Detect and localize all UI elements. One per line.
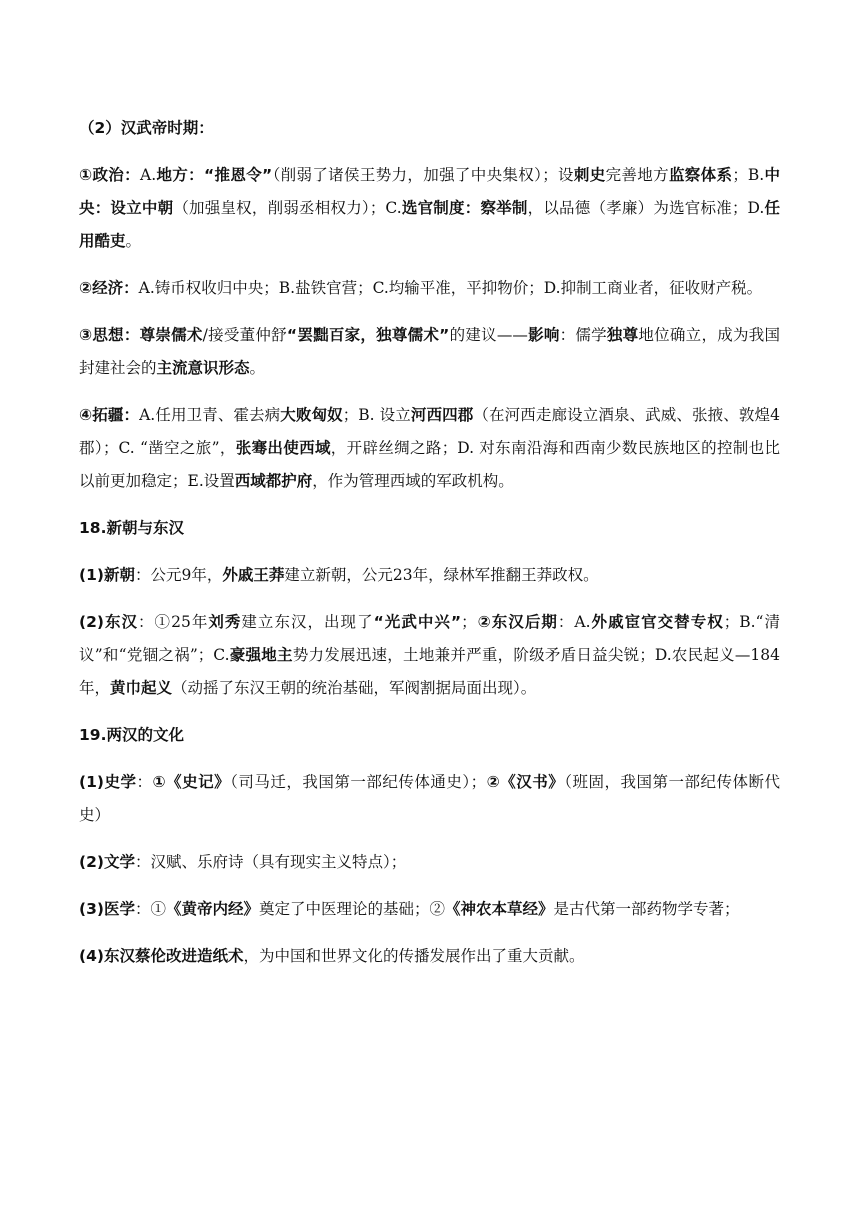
bold-text: (2)文学 xyxy=(79,853,135,871)
paragraph xyxy=(79,893,780,926)
text-segment: A.任用卫青、霍去病 xyxy=(139,406,281,424)
bold-text: 河西四郡 xyxy=(410,406,474,424)
text-segment: ；B. 设立 xyxy=(342,406,411,424)
bold-text: 刘秀 xyxy=(208,613,242,631)
bold-text: 影响 xyxy=(527,326,560,344)
bold-text: ④拓疆： xyxy=(79,406,140,424)
paragraph xyxy=(79,606,780,705)
text-segment: 。 xyxy=(249,359,266,377)
bold-text: (3)医学 xyxy=(79,900,135,918)
text-segment: （在河西走廊设立酒泉、武威、张掖、敦煌4郡）；C. “凿空之旅”， xyxy=(79,406,780,457)
text-segment: ：①25年 xyxy=(138,613,209,631)
bold-text: 《黄帝内经》 xyxy=(165,900,259,918)
text-segment: 是古代第一部药物学专著； xyxy=(553,900,740,918)
bold-text: 张骞出使西域 xyxy=(235,439,331,457)
text-segment: A.铸币权收归中央；B.盐铁官营；C.均输平准，平抑物价；D.抑制工商业者，征收财产税。 xyxy=(138,279,763,297)
bold-text: “光武中兴” xyxy=(373,613,462,631)
text-segment: ，作为管理西域的军政机构。 xyxy=(312,472,514,490)
text-segment: 完善地方 xyxy=(605,166,669,184)
bold-text: 豪强地主 xyxy=(229,646,293,664)
bold-text: 任用酷吏 xyxy=(79,199,780,250)
text-segment: /接受董仲舒 xyxy=(202,326,287,344)
bold-text: 19.两汉的文化 xyxy=(79,726,184,744)
paragraph xyxy=(79,399,780,498)
text-segment: A. xyxy=(140,166,157,184)
paragraph xyxy=(79,766,780,832)
text-segment: （班固，我国第一部纪传体断代史） xyxy=(79,773,780,824)
bold-text: 大败匈奴 xyxy=(280,406,343,424)
paragraph xyxy=(79,846,780,879)
paragraph xyxy=(79,272,780,305)
text-segment: 建立新朝，公元23年，绿林军推翻王莽政权。 xyxy=(284,566,599,584)
text-segment: ：A. xyxy=(557,613,591,631)
paragraph xyxy=(79,940,780,973)
bold-text: 地方：“推恩令” xyxy=(156,166,273,184)
text-segment: ； xyxy=(461,613,477,631)
text-segment: ，以品德（孝廉）为选官标准；D. xyxy=(527,199,765,217)
bold-text: 选官制度：察举制 xyxy=(401,199,528,217)
text-segment: ：汉赋、乐府诗（具有现实主义特点）； xyxy=(134,853,407,871)
paragraph xyxy=(79,559,780,592)
text-segment: （加强皇权，削弱丞相权力）；C. xyxy=(173,199,402,217)
text-segment: 建立东汉，出现了 xyxy=(241,613,374,631)
text-segment: ：儒学 xyxy=(559,326,607,344)
paragraph xyxy=(79,159,780,258)
text-segment: ，开辟丝绸之路；D. 对东南沿海和西南少数民族地区的控制也比以前更加稳定；E.设置 xyxy=(79,439,780,490)
text-segment: 的建议—— xyxy=(449,326,528,344)
bold-text: 外戚宦官交替专权 xyxy=(590,613,724,631)
text-segment: ： xyxy=(136,773,153,791)
text-segment: 奠定了中医理论的基础；② xyxy=(258,900,445,918)
section-heading xyxy=(79,512,780,545)
bold-text: 监察体系 xyxy=(668,166,733,184)
section-heading xyxy=(79,112,780,145)
text-segment: 势力发展迅速，土地兼并严重，阶级矛盾日益尖锐；D.农民起义—184年， xyxy=(79,646,780,697)
bold-text: ①政治： xyxy=(79,166,140,184)
bold-text: ①《史记》 xyxy=(152,773,231,791)
bold-text: (4)东汉蔡伦改进造纸术 xyxy=(79,947,244,965)
text-segment: 。 xyxy=(125,232,142,250)
text-segment: （削弱了诸侯王势力，加强了中央集权）；设 xyxy=(272,166,574,184)
document-body xyxy=(79,112,780,973)
section-heading xyxy=(79,719,780,752)
text-segment: 地位确立，成为我国封建社会的 xyxy=(79,326,780,377)
text-segment: （司马迁，我国第一部纪传体通史）； xyxy=(230,773,487,791)
bold-text: ②东汉后期 xyxy=(476,613,558,631)
bold-text: (2)东汉 xyxy=(79,613,139,631)
bold-text: ②经济： xyxy=(79,279,139,297)
text-segment: ；B.“清议”和“党锢之祸”；C. xyxy=(79,613,780,664)
bold-text: 主流意识形态 xyxy=(156,359,250,377)
paragraph xyxy=(79,319,780,385)
bold-text: 外戚王莽 xyxy=(222,566,285,584)
text-segment: ，为中国和世界文化的传播发展作出了重大贡献。 xyxy=(243,947,585,965)
bold-text: ③思想：尊崇儒术 xyxy=(79,326,203,344)
bold-text: （2）汉武帝时期： xyxy=(79,119,214,137)
bold-text: 黄巾起义 xyxy=(110,679,173,697)
bold-text: “罢黜百家，独尊儒术” xyxy=(286,326,450,344)
bold-text: 独尊 xyxy=(606,326,639,344)
bold-text: 18.新朝与东汉 xyxy=(79,519,184,537)
text-segment: ：① xyxy=(134,900,166,918)
bold-text: 刺史 xyxy=(573,166,606,184)
text-segment: ：公元9年， xyxy=(134,566,223,584)
text-segment: （动摇了东汉王朝的统治基础，军阀割据局面出现）。 xyxy=(172,679,537,697)
text-segment: ；B. xyxy=(732,166,765,184)
bold-text: 西域都护府 xyxy=(234,472,313,490)
bold-text: (1)史学 xyxy=(79,773,137,791)
bold-text: ②《汉书》 xyxy=(486,773,565,791)
bold-text: 中央：设立中朝 xyxy=(79,166,780,217)
bold-text: 《神农本草经》 xyxy=(445,900,554,918)
bold-text: (1)新朝 xyxy=(79,566,135,584)
